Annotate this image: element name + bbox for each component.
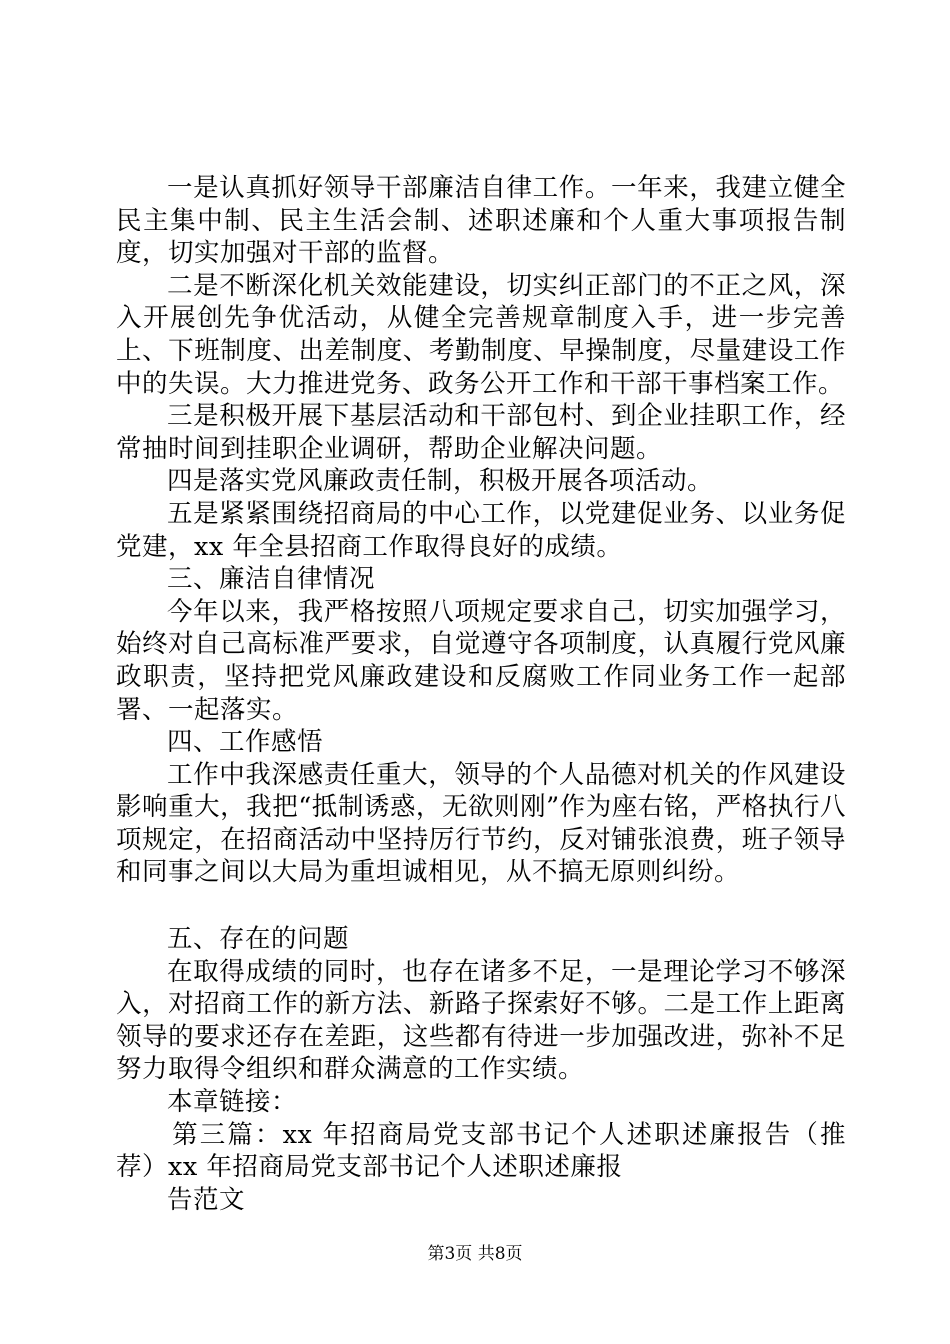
- page-footer: 第3页 共8页: [427, 1244, 523, 1264]
- section-heading-4: 四、工作感悟: [167, 727, 324, 758]
- paragraph-item-5: 五是紧紧围绕招商局的中心工作，以党建促业务、以业务促党建，xx 年全县招商工作取得良好的成绩。: [116, 498, 846, 562]
- section-paragraph-5: 在取得成绩的同时，也存在诸多不足，一是理论学习不够深入，对招商工作的新方法、新路子探索好不够。二是工作上距离领导的要求还存在差距，这些都有待进一步加强改进，弥补不足努力取得令组织和群众满意的工作实绩。: [116, 956, 846, 1085]
- blank-line: [116, 889, 846, 923]
- chapter-link-label: 本章链接：: [167, 1087, 298, 1118]
- chapter-link-text[interactable]: 第三篇：xx 年招商局党支部书记个人述职述廉报告（推荐）xx 年招商局党支部书记个人述职述廉报: [116, 1119, 846, 1183]
- section-paragraph-4: 工作中我深感责任重大，领导的个人品德对机关的作风建设影响重大，我把“抵制诱惑，无欲则刚”作为座右铭，严格执行八项规定，在招商活动中坚持厉行节约，反对铺张浪费，班子领导和同事之间以大局为重坦诚相见，从不搞无原则纠纷。: [116, 759, 846, 888]
- section-heading-3: 三、廉洁自律情况: [167, 564, 376, 595]
- paragraph-item-3: 三是积极开展下基层活动和干部包村、到企业挂职工作，经常抽时间到挂职企业调研，帮助企业解决问题。: [116, 401, 846, 464]
- chapter-link-tail: 告范文: [167, 1184, 246, 1215]
- paragraph-item-1: 一是认真抓好领导干部廉洁自律工作。一年来，我建立健全民主集中制、民主生活会制、述职述廉和个人重大事项报告制度，切实加强对干部的监督。: [116, 173, 846, 269]
- paragraph-item-4: 四是落实党风廉政责任制，积极开展各项活动。: [167, 466, 714, 497]
- paragraph-item-2: 二是不断深化机关效能建设，切实纠正部门的不正之风，深入开展创先争优活动，从健全完善规章制度入手，进一步完善上、下班制度、出差制度、考勤制度、早操制度，尽量建设工作中的失误。大力推进党务、政务公开工作和干部干事档案工作。: [116, 270, 846, 399]
- document-body: [116, 172, 846, 1216]
- section-heading-5: 五、存在的问题: [167, 924, 350, 955]
- section-paragraph-3: 今年以来，我严格按照八项规定要求自己，切实加强学习，始终对自己高标准严要求，自觉遵守各项制度，认真履行党风廉政职责，坚持把党风廉政建设和反腐败工作同业务工作一起部署、一起落实。: [116, 596, 846, 725]
